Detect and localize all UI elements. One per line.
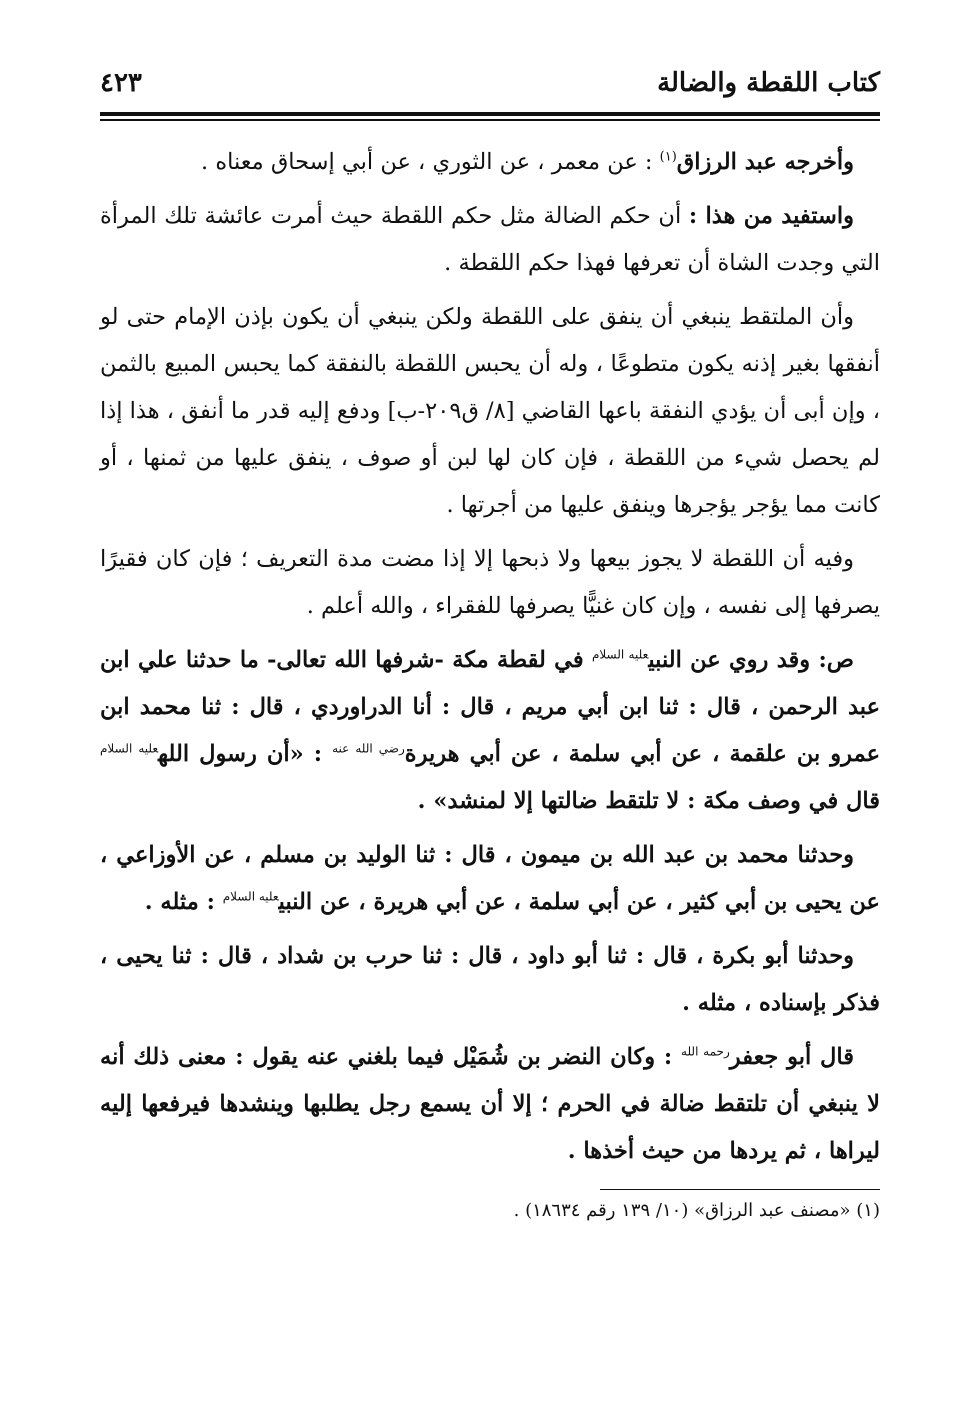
paragraph-7-hadith — [100, 933, 880, 1027]
honorific-mark: عليه السلام — [591, 647, 649, 661]
paragraph-2 — [100, 193, 880, 287]
paragraph-8-part2: : وكان النضر بن شُمَيْل فيما بلغني عنه يقول : معنى ذلك أنه لا ينبغي أن تلتقط ضالة في الحرم ؛ إلا أن يسمع رجل يطلبها وينشدها فيرفعها إليه ليراها ، ثم يردها من حيث أخذها . — [100, 1043, 880, 1164]
header-rule-thick — [100, 112, 880, 116]
paragraph-1 — [100, 139, 880, 186]
paragraph-6-part2: : مثله . — [144, 888, 223, 915]
paragraph-5-hadith — [100, 637, 880, 825]
paragraph-5-part1: ص: وقد روي عن النبي — [648, 646, 854, 673]
footnote-separator — [600, 1189, 880, 1191]
header-rule-thin — [100, 119, 880, 121]
paragraph-5-part4: قال في وصف مكة : لا تلتقط ضالتها إلا لمنشد» . — [417, 787, 880, 814]
honorific-mark: رحمه الله — [681, 1044, 730, 1058]
honorific-mark: عليه السلام — [100, 741, 159, 755]
paragraph-1-text: : عن معمر ، عن الثوري ، عن أبي إسحاق معناه . — [201, 148, 660, 175]
paragraph-3-text: وأن الملتقط ينبغي أن ينفق على اللقطة ولكن ينبغي أن يكون بإذن الإمام حتى لو أنفقها بغير إذنه يكون متطوعًا ، وله أن يحبس اللقطة بالنفقة كما يحبس المبيع بالثمن ، وإن أبى أن يؤدي النفقة باعها القاضي [٨/ ق٢٠٩-ب] ودفع إليه قدر ما أنفق ، هذا إذا لم يحصل شيء من اللقطة ، فإن كان لها لبن أو صوف ، ينفق عليها من ثمنها ، أو كانت مما يؤجر يؤجرها وينفق عليها من أجرتها . — [100, 303, 880, 518]
paragraph-4-text: وفيه أن اللقطة لا يجوز بيعها ولا ذبحها إلا إذا مضت مدة التعريف ؛ فإن كان فقيرًا يصرفها إلى نفسه ، وإن كان غنيًّا يصرفها للفقراء ، والله أعلم . — [100, 545, 880, 619]
chapter-title: كتاب اللقطة والضالة — [657, 68, 880, 98]
paragraph-8-part1: قال أبو جعفر — [729, 1043, 855, 1070]
running-header — [100, 60, 880, 106]
paragraph-7-text: وحدثنا أبو بكرة ، قال : ثنا أبو داود ، قال : ثنا حرب بن شداد ، قال : ثنا يحيى ، فذكر بإسناده ، مثله . — [100, 942, 880, 1016]
paragraph-4 — [100, 536, 880, 630]
paragraph-2-text: أن حكم الضالة مثل حكم اللقطة حيث أمرت عائشة تلك المرأة التي وجدت الشاة أن تعرفها فهذا حكم اللقطة . — [100, 202, 880, 276]
footnote: (١) «مصنف عبد الرزاق» (١٠/ ١٣٩ رقم ١٨٦٣٤) . — [513, 1200, 880, 1221]
page-number: ٤٢٣ — [100, 68, 142, 98]
paragraph-5-part2: في لقطة مكة -شرفها الله تعالى- ما حدثنا علي ابن عبد الرحمن ، قال : ثنا ابن أبي مريم ، قال : أنا الدراوردي ، قال : ثنا محمد ابن عمرو بن علقمة ، عن أبي سلمة ، عن أبي هريرة — [100, 646, 881, 767]
paragraph-6-part1: وحدثنا محمد بن عبد الله بن ميمون ، قال : ثنا الوليد بن مسلم ، عن الأوزاعي ، عن يحيى بن أبي كثير ، عن أبي سلمة ، عن أبي هريرة ، عن النبي — [100, 841, 880, 915]
paragraph-1-lead: وأخرجه عبد الرزاق — [676, 148, 854, 175]
honorific-mark: عليه السلام — [222, 889, 279, 903]
paragraph-3 — [100, 294, 880, 529]
paragraph-5-part3: : «أن رسول الله — [158, 740, 333, 767]
paragraph-8-commentary — [100, 1034, 880, 1175]
footnote-reference: (١) — [659, 149, 677, 164]
paragraph-6-hadith — [100, 832, 880, 926]
book-page — [100, 60, 880, 1226]
paragraph-2-lead: واستفيد من هذا : — [688, 202, 854, 229]
honorific-mark: رضي الله عنه — [332, 741, 405, 755]
